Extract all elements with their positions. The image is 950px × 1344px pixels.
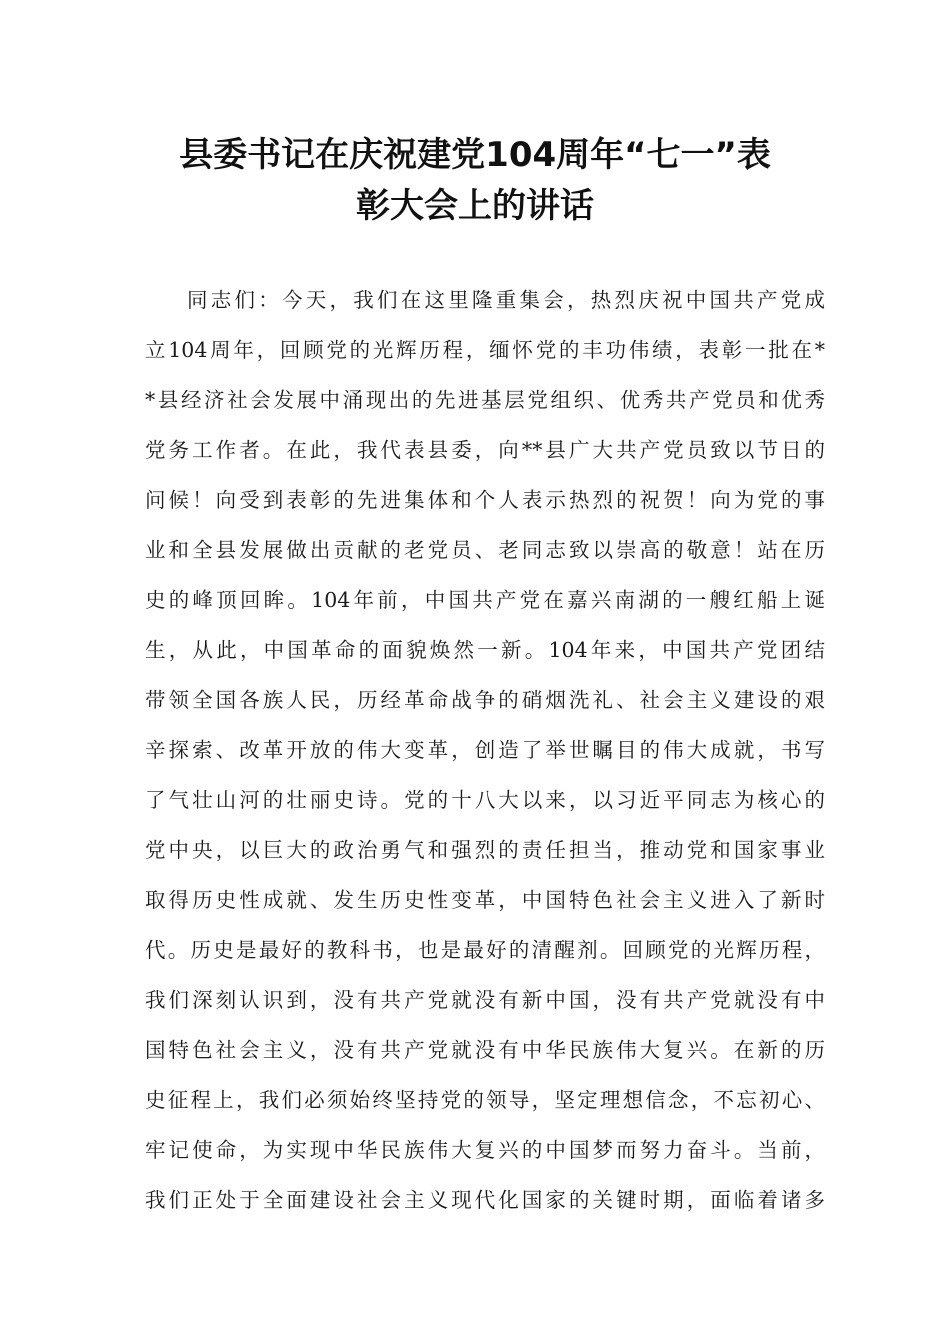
body-line: 同志们：今天，我们在这里隆重集会，热烈庆祝中国共产党成 bbox=[187, 288, 825, 312]
body-line: 我们深刻认识到，没有共产党就没有新中国，没有共产党就没有中 bbox=[145, 988, 825, 1012]
body-line: 党中央，以巨大的政治勇气和强烈的责任担当，推动党和国家事业 bbox=[145, 838, 825, 862]
title-line: 彰大会上的讲话 bbox=[356, 186, 594, 226]
body-line: 辛探索、改革开放的伟大变革，创造了举世瞩目的伟大成就，书写 bbox=[145, 738, 825, 762]
body-line: 史征程上，我们必须始终坚持党的领导，坚定理想信念，不忘初心、 bbox=[145, 1088, 825, 1112]
body-line: *县经济社会发展中涌现出的先进基层党组织、优秀共产党员和优秀 bbox=[145, 388, 825, 412]
document-title bbox=[0, 130, 950, 232]
body-line: 史的峰顶回眸。104年前，中国共产党在嘉兴南湖的一艘红船上诞 bbox=[145, 588, 825, 612]
speech-body bbox=[145, 275, 825, 1225]
body-line: 党务工作者。在此，我代表县委，向**县广大共产党员致以节日的 bbox=[145, 438, 825, 462]
body-line: 牢记使命，为实现中华民族伟大复兴的中国梦而努力奋斗。当前， bbox=[145, 1138, 825, 1162]
body-line: 我们正处于全面建设社会主义现代化国家的关键时期，面临着诸多 bbox=[145, 1188, 825, 1212]
body-line: 国特色社会主义，没有共产党就没有中华民族伟大复兴。在新的历 bbox=[145, 1038, 825, 1062]
body-line: 了气壮山河的壮丽史诗。党的十八大以来，以习近平同志为核心的 bbox=[145, 788, 825, 812]
body-line: 立104周年，回顾党的光辉历程，缅怀党的丰功伟绩，表彰一批在* bbox=[145, 338, 825, 362]
title-line: 县委书记在庆祝建党104周年“七一”表 bbox=[179, 135, 771, 175]
body-line: 带领全国各族人民，历经革命战争的硝烟洗礼、社会主义建设的艰 bbox=[145, 688, 825, 712]
body-line: 业和全县发展做出贡献的老党员、老同志致以崇高的敬意！站在历 bbox=[145, 538, 825, 562]
body-line: 问候！向受到表彰的先进集体和个人表示热烈的祝贺！向为党的事 bbox=[145, 488, 825, 512]
body-line: 生，从此，中国革命的面貌焕然一新。104年来，中国共产党团结 bbox=[145, 638, 825, 662]
body-line: 取得历史性成就、发生历史性变革，中国特色社会主义进入了新时 bbox=[145, 888, 825, 912]
body-line: 代。历史是最好的教科书，也是最好的清醒剂。回顾党的光辉历程， bbox=[145, 938, 825, 962]
